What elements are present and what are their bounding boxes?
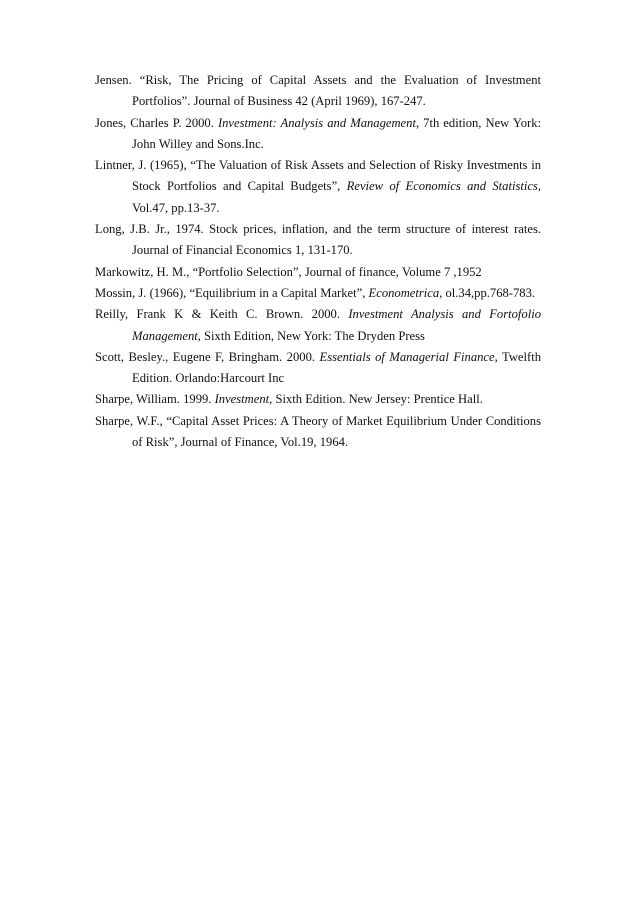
reference-text: Lintner, J. (1965), “The Valuation of Risk Assets and Selection of Risky Investments in Stock Portfolios and Capital Budgets”, bbox=[95, 158, 541, 194]
reference-text: Scott, Besley., Eugene F, Bringham. 2000. bbox=[95, 349, 320, 364]
reference-text: Sharpe, William. 1999. bbox=[95, 392, 215, 407]
reference-title: Econometrica bbox=[368, 285, 440, 300]
reference-item-scott bbox=[95, 347, 541, 390]
reference-item-long bbox=[95, 219, 541, 262]
reference-title: Investment: Analysis and Management bbox=[217, 115, 416, 130]
reference-text: Jensen. “Risk, The Pricing of Capital Assets and the Evaluation of Investment Portfolios”. Journal of Business 42 (April 1969), 167-247. bbox=[95, 73, 541, 109]
reference-title: Investment bbox=[214, 392, 270, 407]
reference-text: Long, J.B. Jr., 1974. Stock prices, inflation, and the term structure of interest rates. Journal of Financial Economics 1, 131-170. bbox=[95, 222, 541, 258]
reference-list bbox=[95, 70, 541, 453]
reference-item-jensen bbox=[95, 70, 541, 113]
reference-text: Reilly, Frank K & Keith C. Brown. 2000. bbox=[95, 307, 349, 322]
reference-item-markowitz bbox=[95, 262, 541, 283]
reference-text: , Sixth Edition. New Jersey: Prentice Hall. bbox=[269, 392, 483, 407]
reference-title: Essentials of Managerial Finance bbox=[319, 349, 495, 364]
reference-text: , Sixth Edition, New York: The Dryden Press bbox=[197, 328, 425, 343]
reference-text: , Twelfth Edition. Orlando:Harcourt Inc bbox=[132, 349, 541, 386]
reference-item-sharpe-1964 bbox=[95, 411, 541, 454]
reference-item-lintner bbox=[95, 155, 541, 219]
reference-text: Mossin, J. (1966), “Equilibrium in a Capital Market”, bbox=[95, 285, 369, 300]
reference-text: , ol.34,pp.768-783. bbox=[439, 285, 536, 300]
reference-item-mossin bbox=[95, 283, 541, 304]
reference-text: Sharpe, W.F., “Capital Asset Prices: A Theory of Market Equilibrium Under Conditions of Risk”, Journal of Finance, Vol.19, 1964. bbox=[95, 413, 541, 450]
reference-text: , 7th edition, New York: John Willey and Sons.Inc. bbox=[132, 115, 541, 151]
reference-title: Review of Economics and Statistics bbox=[346, 179, 538, 194]
reference-item-jones bbox=[95, 113, 541, 156]
reference-text: , Vol.47, pp.13-37. bbox=[132, 179, 541, 215]
reference-title: Investment Analysis and Fortofolio Management bbox=[132, 307, 541, 343]
reference-text: Jones, Charles P. 2000. bbox=[95, 115, 218, 130]
reference-item-reilly bbox=[95, 304, 541, 347]
reference-text: Markowitz, H. M., “Portfolio Selection”, Journal of finance, Volume 7 ,1952 bbox=[95, 264, 482, 279]
reference-item-sharpe-1999 bbox=[95, 389, 541, 410]
